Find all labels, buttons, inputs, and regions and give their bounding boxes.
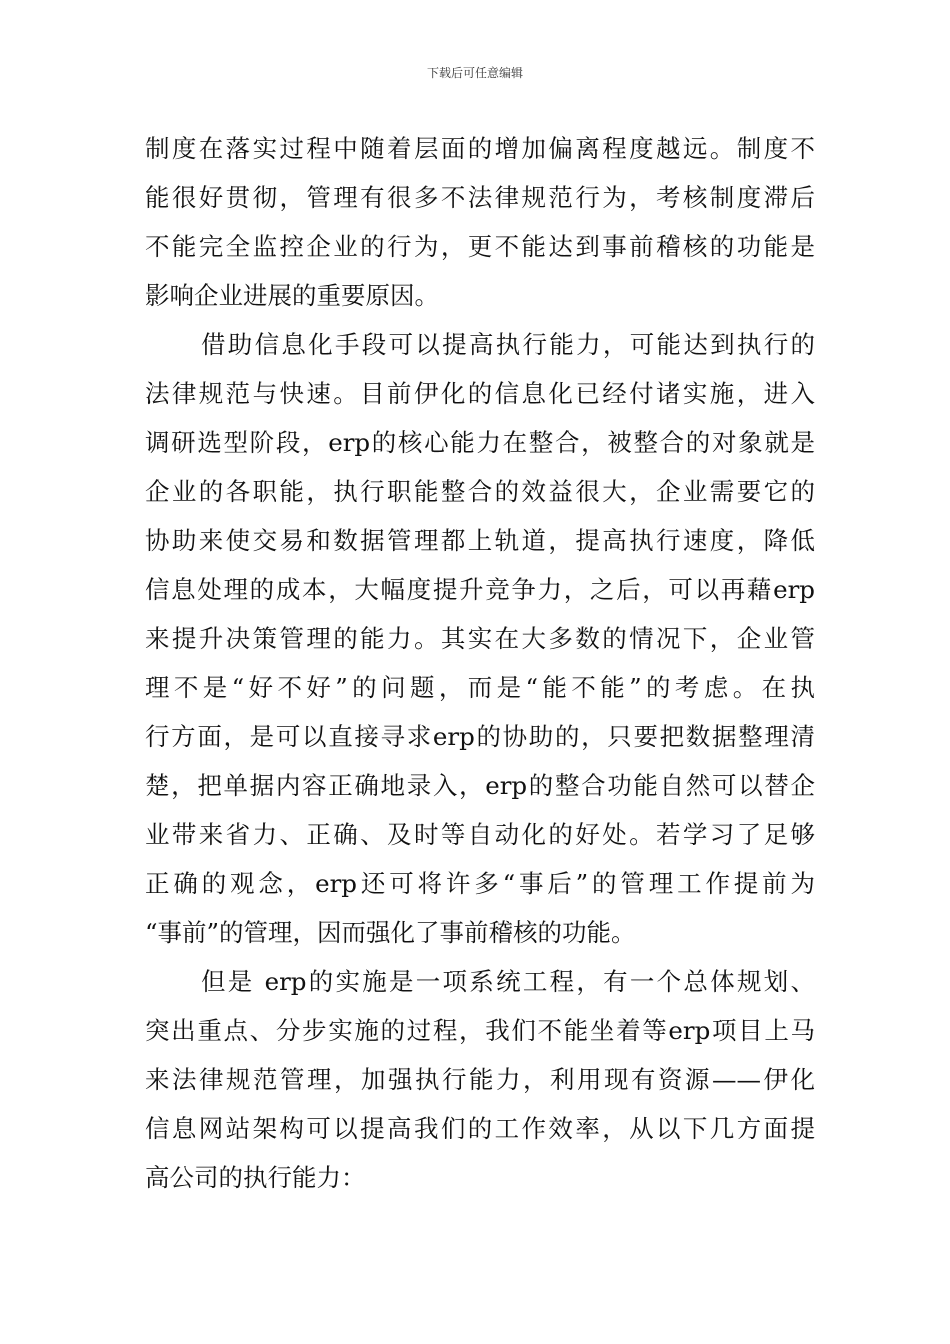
text-line: 高公司的执行能力： xyxy=(145,1163,366,1192)
text-line: 楚，把单据内容正确地录入，erp的整合功能自然可以替企 xyxy=(145,771,815,800)
text-line: 不能完全监控企业的行为，更不能达到事前稽核的功能是 xyxy=(145,232,815,261)
text-line: 影响企业进展的重要原因。 xyxy=(145,281,439,310)
text-line: 法律规范与快速。目前伊化的信息化已经付诸实施，进入 xyxy=(145,379,815,408)
text-line: 但是 erp的实施是一项系统工程，有一个总体规划、 xyxy=(201,967,815,996)
text-line: 企业的各职能，执行职能整合的效益很大，企业需要它的 xyxy=(145,477,815,506)
text-line: 信息处理的成本，大幅度提升竞争力，之后，可以再藉erp xyxy=(145,575,815,604)
text-line: 信息网站架构可以提高我们的工作效率，从以下几方面提 xyxy=(145,1114,815,1143)
page-header: 下载后可任意编辑 xyxy=(426,66,523,80)
text-line: 业带来省力、正确、及时等自动化的好处。若学习了足够 xyxy=(145,820,815,849)
text-line: 能很好贯彻，管理有很多不法律规范行为，考核制度滞后 xyxy=(145,183,815,212)
text-line: 行方面，是可以直接寻求erp的协助的，只要把数据整理清 xyxy=(145,722,815,751)
text-line: 制度在落实过程中随着层面的增加偏离程度越远。制度不 xyxy=(145,134,815,163)
text-line: 协助来使交易和数据管理都上轨道，提高执行速度，降低 xyxy=(145,526,815,555)
paragraph-1 xyxy=(145,124,815,320)
paragraph-3 xyxy=(145,957,815,1202)
text-line: 借助信息化手段可以提高执行能力，可能达到执行的 xyxy=(201,330,815,359)
paragraph-2 xyxy=(145,320,815,957)
text-line: 来法律规范管理，加强执行能力，利用现有资源——伊化 xyxy=(145,1065,815,1094)
text-line: 突出重点、分步实施的过程，我们不能坐着等erp项目上马 xyxy=(145,1016,815,1045)
text-line: 正确的观念，erp还可将许多“事后”的管理工作提前为 xyxy=(145,869,815,898)
text-line: 来提升决策管理的能力。其实在大多数的情况下，企业管 xyxy=(145,624,815,653)
text-line: “事前”的管理，因而强化了事前稽核的功能。 xyxy=(145,918,636,947)
text-line: 理不是“好不好”的问题，而是“能不能”的考虑。在执 xyxy=(145,673,815,702)
document-body xyxy=(145,124,815,1202)
text-line: 调研选型阶段，erp的核心能力在整合，被整合的对象就是 xyxy=(145,428,815,457)
